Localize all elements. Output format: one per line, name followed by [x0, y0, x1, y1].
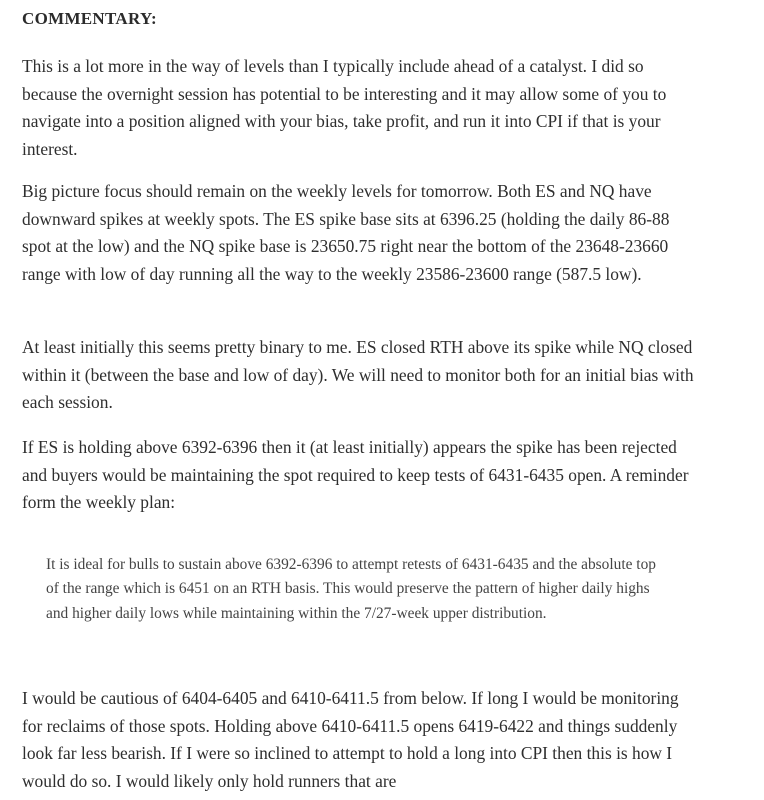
- weekly-plan-blockquote: It is ideal for bulls to sustain above 6392-6396 to attempt retests of 6431-6435 and the absolute top of the range which is 6451 on an RTH basis. This would preserve the pattern of higher daily highs and higher daily lows while maintaining within the 7/27-week upper distribution.: [46, 556, 656, 622]
- paragraph-catalyst-levels: This is a lot more in the way of levels than I typically include ahead of a catalyst. I did so because the overnight session has potential to be interesting and it may allow some of you to navigate into a position aligned with your bias, take profit, and run it into CPI if that is your interest.: [22, 56, 667, 159]
- paragraph-big-picture: Big picture focus should remain on the weekly levels for tomorrow. Both ES and NQ have downward spikes at weekly spots. The ES spike base sits at 6396.25 (holding the daily 86-88 spot at the low) and the NQ spike base is 23650.75 right near the bottom of the 23648-23660 range with low of day running all the way to the weekly 23586-23600 range (587.5 low).: [22, 181, 670, 284]
- paragraph-es-holding: If ES is holding above 6392-6396 then it (at least initially) appears the spike has been rejected and buyers would be maintaining the spot required to keep tests of 6431-6435 open. A reminder form the weekly plan:: [22, 437, 689, 513]
- section-heading: COMMENTARY:: [22, 9, 157, 28]
- paragraph-cautious-levels: I would be cautious of 6404-6405 and 6410-6411.5 from below. If long I would be monitoring for reclaims of those spots. Holding above 6410-6411.5 opens 6419-6422 and things suddenly look far less bearish. If I were so inclined to attempt to hold a long into CPI then this is how I would do so. I would likely only hold runners that are: [22, 688, 679, 791]
- paragraph-binary-outlook: At least initially this seems pretty binary to me. ES closed RTH above its spike while NQ closed within it (between the base and low of day). We will need to monitor both for an initial bias with each session.: [22, 337, 694, 413]
